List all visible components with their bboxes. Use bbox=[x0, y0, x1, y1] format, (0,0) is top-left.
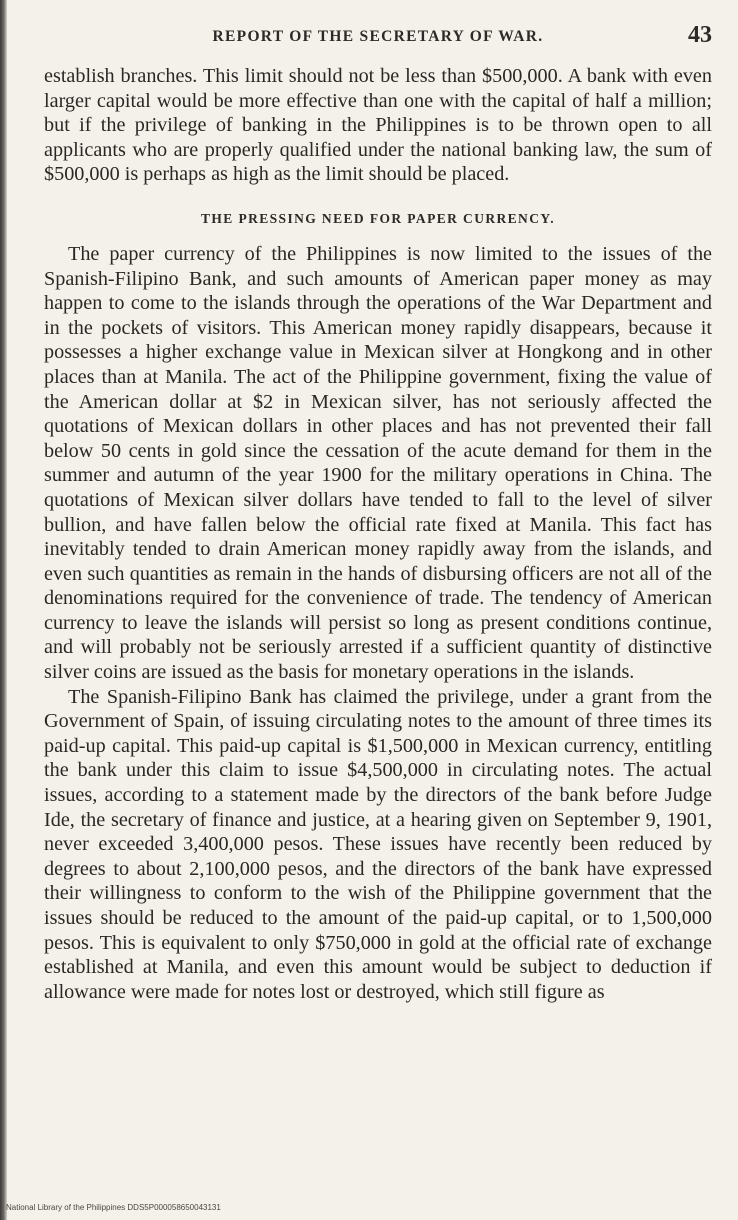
page-number: 43 bbox=[688, 22, 712, 48]
paragraph-2: The paper currency of the Philippines is now limited to the issues of the Spanish-Filipino Bank, and such amounts of American paper money as may happen to come to the islands through the operations of the War Department and in the pockets of visitors. This American money rapidly disappears, because it possesses a higher exchange value in Mexican silver at Hongkong and in other places than at Manila. The act of the Philippine government, fixing the value of the American dollar at $2 in Mexican silver, has not seriously affected the quotations of Mexican dollars in other places and has not prevented their fall below 50 cents in gold since the cessation of the acute demand for them in the summer and autumn of the year 1900 for the military operations in China. The quotations of Mexican silver dollars have tended to fall to the level of silver bullion, and have fallen below the official rate fixed at Manila. This fact has inevitably tended to drain American money rapidly away from the islands, and even such quantities as remain in the hands of disbursing officers are not all of the denominations required for the convenience of trade. The tendency of American currency to leave the islands will persist so long as present conditions continue, and will probably not be seriously arrested if a sufficient quantity of distinctive silver coins are issued as the basis for monetary operations in the islands. bbox=[44, 242, 712, 684]
running-title: REPORT OF THE SECRETARY OF WAR. bbox=[212, 28, 544, 45]
page-binding-edge bbox=[0, 0, 7, 1220]
paragraph-3: The Spanish-Filipino Bank has claimed the privilege, under a grant from the Government of Spain, of issuing circulating notes to the amount of three times its paid-up capital. This paid-up capital is $1,500,000 in Mexican currency, entitling the bank under this claim to issue $4,500,000 in circulating notes. The actual issues, according to a statement made by the directors of the bank before Judge Ide, the secretary of finance and justice, at a hearing given on September 9, 1901, never exceeded 3,400,000 pesos. These issues have recently been reduced by degrees to about 2,100,000 pesos, and the directors of the bank have expressed their willingness to conform to the wish of the Philippine government that the issues should be reduced to the amount of the paid-up capital, or to 1,500,000 pesos. This is equivalent to only $750,000 in gold at the official rate of exchange established at Manila, and even this amount would be subject to deduction if allowance were made for notes lost or destroyed, which still figure as bbox=[44, 685, 712, 1003]
running-head bbox=[44, 24, 712, 58]
paragraph-1: establish branches. This limit should not be less than $500,000. A bank with even larger capital would be more effective than one with the capital of half a million; but if the privilege of banking in the Philippines is to be thrown open to all applicants who are properly qualified under the national banking law, the sum of $500,000 is perhaps as high as the limit should be placed. bbox=[44, 65, 712, 186]
document-page bbox=[44, 24, 712, 1194]
section-heading: THE PRESSING NEED FOR PAPER CURRENCY. bbox=[200, 210, 556, 226]
library-watermark: National Library of the Philippines DDS5P000058650043131 bbox=[6, 1203, 221, 1212]
